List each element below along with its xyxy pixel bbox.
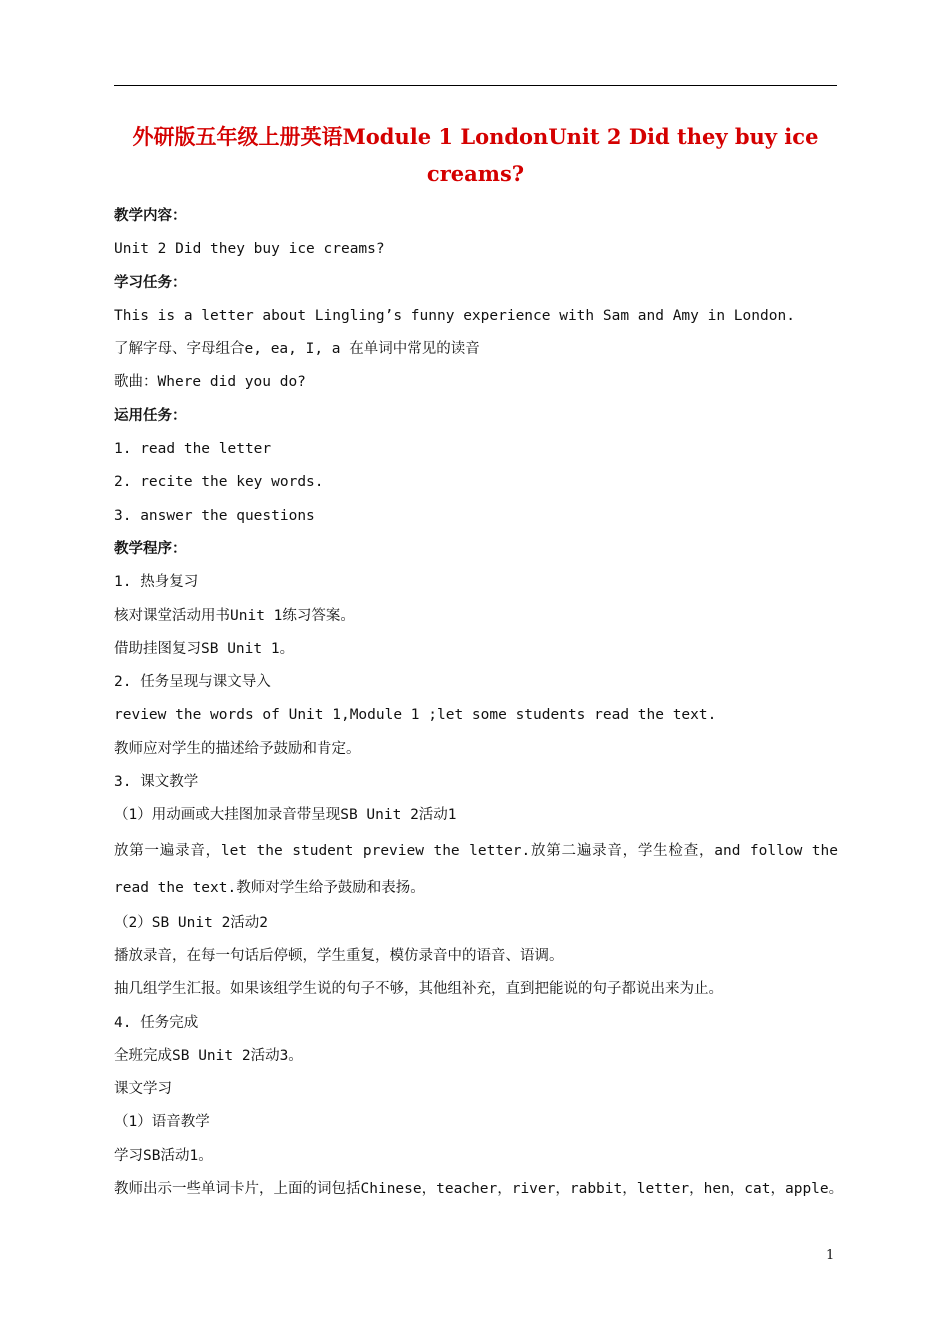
text-line: 1. read the letter [114, 441, 272, 458]
section-heading: 教学内容： [114, 208, 187, 224]
text-line: 2. recite the key words. [114, 474, 324, 491]
text-line: （1）用动画或大挂图加录音带呈现SB Unit 2活动1 [114, 807, 457, 824]
text-line: 课文学习 [114, 1081, 172, 1098]
text-line: 全班完成SB Unit 2活动3。 [114, 1047, 303, 1064]
title-line-1: 外研版五年级上册英语Module 1 LondonUnit 2 Did they buy ice [132, 124, 819, 149]
text-line: 播放录音，在每一句话后停顿，学生重复，模仿录音中的语音、语调。 [114, 947, 564, 964]
text-line: （2）SB Unit 2活动2 [114, 914, 269, 931]
text-line: 教师出示一些单词卡片，上面的词包括Chinese，teacher，river，rabbit，letter，hen，cat，apple。 [114, 1181, 844, 1198]
text-line: 放第一遍录音，let the student preview the letter.放第二遍录音，学生检查，and follow the [114, 842, 838, 859]
text-line: 4. 任务完成 [114, 1014, 199, 1031]
text-line: 了解字母、字母组合e, ea, I, a 在单词中常见的读音 [114, 341, 480, 358]
page-number: 1 [826, 1248, 835, 1263]
text-line: 教师应对学生的描述给予鼓励和肯定。 [114, 740, 361, 757]
text-line: 1. 热身复习 [114, 574, 199, 591]
title-line-2: creams? [426, 161, 525, 186]
text-line: 学习SB活动1。 [114, 1147, 213, 1164]
text-line: 3. answer the questions [114, 507, 315, 524]
text-line: 借助挂图复习SB Unit 1。 [114, 640, 295, 657]
document-title [114, 118, 837, 192]
text-line: 3. 课文教学 [114, 774, 199, 791]
section-heading: 运用任务： [114, 407, 187, 424]
text-line: 核对课堂活动用书Unit 1练习答案。 [114, 607, 355, 624]
header-rule [114, 85, 837, 86]
text-line: （1）语音教学 [114, 1114, 210, 1131]
text-line: read the text.教师对学生给予鼓励和表扬。 [114, 879, 425, 896]
text-line: review the words of Unit 1,Module 1 ;let some students read the text. [114, 707, 717, 724]
text-line: 歌曲：Where did you do? [114, 374, 306, 391]
text-line: Unit 2 Did they buy ice creams? [114, 241, 385, 258]
section-heading: 教学程序： [114, 540, 187, 557]
text-line: This is a letter about Lingling’s funny experience with Sam and Amy in London. [114, 307, 795, 324]
section-heading: 学习任务： [114, 274, 187, 291]
text-line: 2. 任务呈现与课文导入 [114, 674, 271, 691]
document-body [114, 200, 844, 1206]
text-line: 抽几组学生汇报。如果该组学生说的句子不够，其他组补充，直到把能说的句子都说出来为止。 [114, 981, 723, 998]
